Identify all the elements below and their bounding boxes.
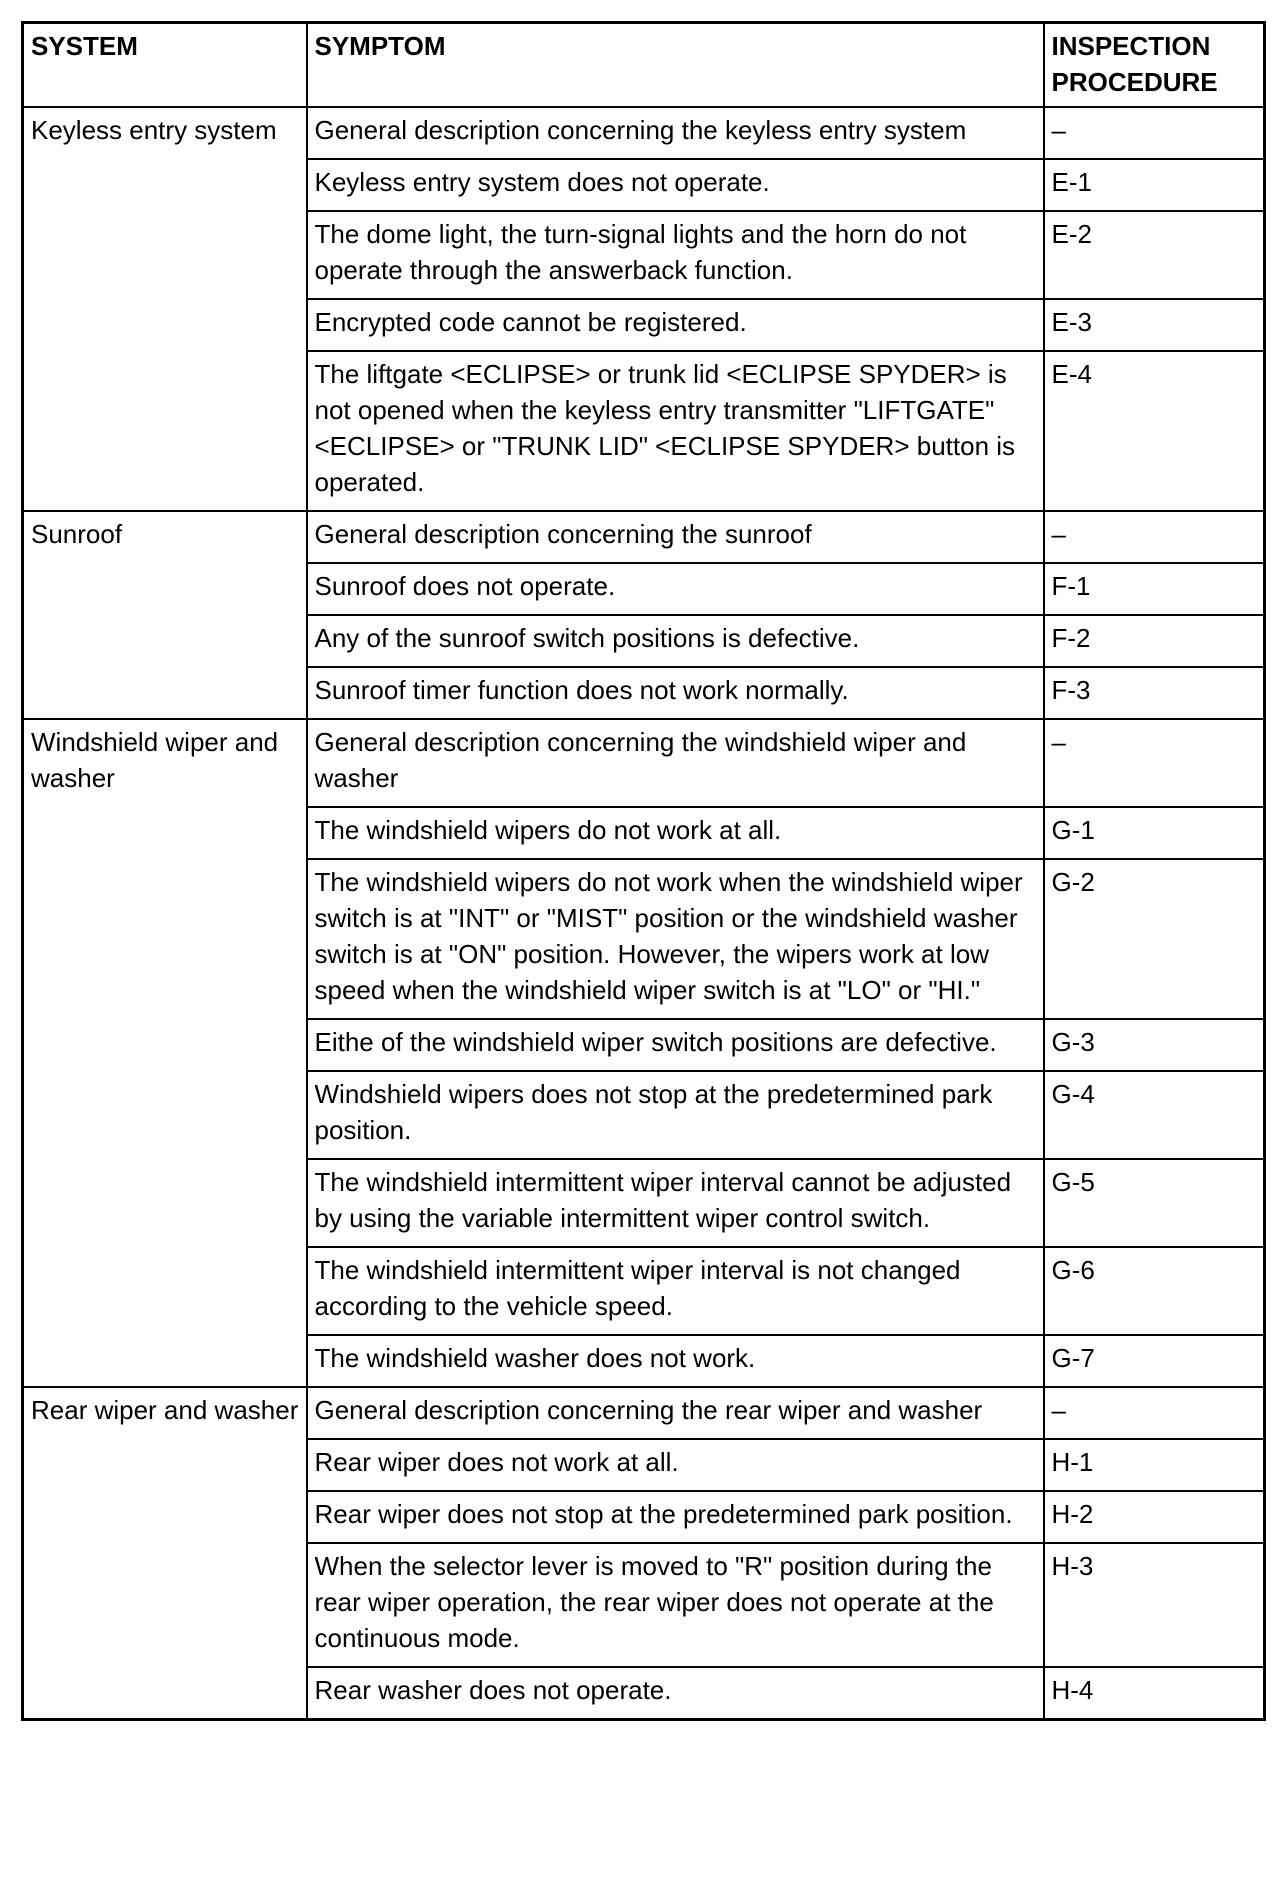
system-cell: Keyless entry system [23,107,307,511]
symptom-cell: The windshield washer does not work. [307,1335,1044,1387]
table-row [23,1387,1265,1439]
procedure-cell: F-2 [1044,615,1265,667]
procedure-cell: F-3 [1044,667,1265,719]
symptom-cell: General description concerning the keyless entry system [307,107,1044,159]
symptom-cell: General description concerning the rear wiper and washer [307,1387,1044,1439]
symptom-cell: When the selector lever is moved to "R" position during the rear wiper operation, the rear wiper does not operate at the continuous mode. [307,1543,1044,1667]
procedure-cell: H-1 [1044,1439,1265,1491]
symptom-cell: The dome light, the turn-signal lights and the horn do not operate through the answerback function. [307,211,1044,299]
symptom-cell: Rear wiper does not stop at the predetermined park position. [307,1491,1044,1543]
symptom-cell: Sunroof timer function does not work normally. [307,667,1044,719]
procedure-cell: E-2 [1044,211,1265,299]
procedure-cell: G-2 [1044,859,1265,1019]
procedure-cell: G-7 [1044,1335,1265,1387]
procedure-cell: H-4 [1044,1667,1265,1720]
procedure-cell: – [1044,511,1265,563]
procedure-cell: – [1044,719,1265,807]
procedure-cell: E-1 [1044,159,1265,211]
procedure-cell: G-6 [1044,1247,1265,1335]
system-cell: Windshield wiper and washer [23,719,307,1387]
symptom-cell: Rear wiper does not work at all. [307,1439,1044,1491]
symptom-cell: Any of the sunroof switch positions is defective. [307,615,1044,667]
procedure-cell: G-3 [1044,1019,1265,1071]
system-cell: Sunroof [23,511,307,719]
symptom-cell: The windshield intermittent wiper interval cannot be adjusted by using the variable intermittent wiper control switch. [307,1159,1044,1247]
symptom-cell: Keyless entry system does not operate. [307,159,1044,211]
table-body [23,107,1265,1720]
procedure-cell: – [1044,107,1265,159]
symptom-cell: The windshield intermittent wiper interval is not changed according to the vehicle speed. [307,1247,1044,1335]
system-cell: Rear wiper and washer [23,1387,307,1720]
procedure-cell: H-3 [1044,1543,1265,1667]
procedure-cell: G-4 [1044,1071,1265,1159]
symptom-cell: Encrypted code cannot be registered. [307,299,1044,351]
symptom-table [21,21,1266,1721]
symptom-cell: The windshield wipers do not work at all. [307,807,1044,859]
table-row [23,107,1265,159]
header-system: SYSTEM [23,23,307,108]
procedure-cell: F-1 [1044,563,1265,615]
procedure-cell: H-2 [1044,1491,1265,1543]
symptom-cell: General description concerning the sunroof [307,511,1044,563]
symptom-cell: Windshield wipers does not stop at the predetermined park position. [307,1071,1044,1159]
table-row [23,719,1265,807]
procedure-cell: E-4 [1044,351,1265,511]
procedure-cell: – [1044,1387,1265,1439]
procedure-cell: G-1 [1044,807,1265,859]
symptom-cell: Sunroof does not operate. [307,563,1044,615]
header-symptom: SYMPTOM [307,23,1044,108]
table-row [23,511,1265,563]
symptom-cell: Eithe of the windshield wiper switch positions are defective. [307,1019,1044,1071]
symptom-cell: The liftgate <ECLIPSE> or trunk lid <ECLIPSE SPYDER> is not opened when the keyless entry transmitter "LIFTGATE" <ECLIPSE> or "TRUNK LID" <ECLIPSE SPYDER> button is operated. [307,351,1044,511]
procedure-cell: E-3 [1044,299,1265,351]
header-row [23,23,1265,108]
header-procedure: INSPECTION PROCEDURE [1044,23,1265,108]
symptom-cell: General description concerning the windshield wiper and washer [307,719,1044,807]
symptom-cell: Rear washer does not operate. [307,1667,1044,1720]
procedure-cell: G-5 [1044,1159,1265,1247]
symptom-cell: The windshield wipers do not work when the windshield wiper switch is at "INT" or "MIST" position or the windshield washer switch is at "ON" position. However, the wipers work at low speed when the windshield wiper switch is at "LO" or "HI." [307,859,1044,1019]
